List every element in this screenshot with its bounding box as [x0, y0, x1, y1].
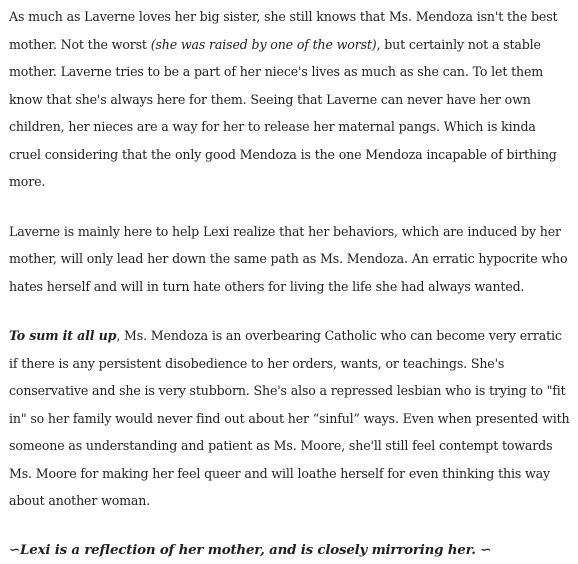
paragraph-text: , Ms. Mendoza is an overbearing Catholic who can become very erratic if there is any persistent disobedience to her orders, wants, or teachings. She's conservative and she is very stubborn. She's also a repressed lesbian who is trying to "fit in" so her family would never find out about her “sinful” ways. Even when presented with someone as understanding and patient as Ms. Moore, she'll still feel contempt towards Ms. Moore for making her feel queer and will loathe herself for even thinking this way about another woman.: [9, 328, 570, 508]
paragraph-summary: [9, 322, 571, 515]
paragraph-spacer: [9, 196, 571, 218]
closing-text: Lexi is a reflection of her mother, and is closely mirroring her.: [20, 542, 476, 558]
paragraph-text: As much as Laverne loves her big sister, she still knows that Ms. Mendoza isn't the best mother. Not the worst: [9, 9, 557, 52]
paragraph-text: , but certainly not a stable mother. Laverne tries to be a part of her niece's lives as much as she can. To let them know that she's always here for them. Seeing that Laverne can never have her own children, her nieces are a way for her to release her maternal pangs. Which is kinda cruel considering that the only good Mendoza is the one Mendoza incapable of birthing more.: [9, 37, 557, 190]
document-body: [9, 3, 571, 564]
paragraph-spacer: [9, 515, 571, 537]
paragraph-spacer: [9, 300, 571, 322]
ornament-left-icon: ∽: [9, 542, 20, 558]
paragraph-laverne-intro: [9, 3, 571, 196]
paragraph-laverne-purpose: [9, 218, 571, 301]
closing-statement: [9, 537, 571, 564]
italic-aside: (she was raised by one of the worst): [151, 37, 377, 52]
ornament-right-icon: ∽: [480, 542, 491, 558]
summary-lead: To sum it all up: [9, 328, 116, 343]
paragraph-text: Laverne is mainly here to help Lexi realize that her behaviors, which are induced by her mother, will only lead her down the same path as Ms. Mendoza. An erratic hypocrite who hates herself and will in turn hate others for living the life she had always wanted.: [9, 224, 567, 294]
